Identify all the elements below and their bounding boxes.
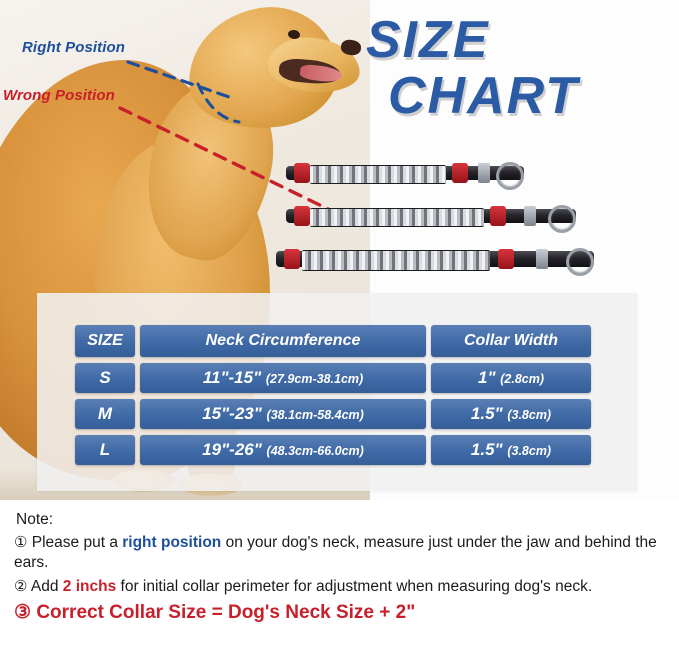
- cell-neck: [140, 363, 426, 393]
- table-row: [75, 399, 591, 429]
- table-header-size: SIZE: [75, 325, 135, 357]
- collar-red-accent-right: [452, 163, 468, 183]
- wrong-position-label: Wrong Position: [3, 87, 115, 104]
- table-row: [75, 435, 591, 465]
- cell-neck-cm: (27.9cm-38.1cm): [265, 372, 364, 386]
- cell-neck-inches: 11"-15": [202, 368, 262, 387]
- cell-neck-cm: (48.3cm-66.0cm): [266, 444, 364, 458]
- cell-width-cm: (3.8cm): [507, 408, 552, 422]
- cell-neck: [140, 435, 426, 465]
- cell-width-cm: (2.8cm): [500, 372, 545, 386]
- note-3-number: ③: [14, 602, 32, 624]
- notes-section: [0, 503, 679, 663]
- collar-d-ring: [496, 162, 524, 190]
- cell-width-inches: 1.5": [470, 440, 503, 459]
- cell-width: [431, 363, 591, 393]
- cell-neck: [140, 399, 426, 429]
- collar-buckle: [478, 163, 490, 183]
- notes-heading: Note:: [16, 511, 54, 528]
- collar-image-medium: [286, 203, 576, 229]
- table-header-neck: Neck Circumference: [140, 325, 426, 357]
- cell-neck-inches: 19"-26": [202, 440, 262, 459]
- note-2-text-b: for initial collar perimeter for adjustment when measuring dog's neck.: [116, 577, 593, 595]
- cell-width-inches: 1": [477, 368, 496, 387]
- table-header-width: Collar Width: [431, 325, 591, 357]
- cell-neck-inches: 15"-23": [202, 404, 262, 423]
- collar-image-large: [276, 246, 594, 272]
- note-3-text: Correct Collar Size = Dog's Neck Size + 2": [36, 602, 416, 624]
- cell-width: [431, 399, 591, 429]
- right-position-line: [128, 62, 232, 98]
- page-title-line2: CHART: [388, 67, 580, 125]
- note-item-2: [14, 577, 665, 597]
- cell-width-inches: 1.5": [470, 404, 503, 423]
- collar-chain: [302, 250, 490, 271]
- page-title-line1: SIZE: [366, 11, 490, 69]
- collar-d-ring: [566, 248, 594, 276]
- note-1-number: ①: [14, 534, 28, 551]
- cell-width-cm: (3.8cm): [507, 444, 552, 458]
- page-title: [366, 11, 672, 125]
- collar-red-accent-right: [498, 249, 514, 269]
- table-row: [75, 363, 591, 393]
- note-1-emphasis: right position: [122, 534, 222, 551]
- collar-buckle: [524, 206, 536, 226]
- cell-size: M: [75, 399, 135, 429]
- collar-buckle: [536, 249, 548, 269]
- cell-neck-cm: (38.1cm-58.4cm): [266, 408, 364, 422]
- note-2-number: ②: [14, 577, 28, 595]
- collar-d-ring: [548, 205, 576, 233]
- right-position-label: Right Position: [22, 39, 126, 56]
- cell-size: L: [75, 435, 135, 465]
- collar-chain: [310, 165, 446, 184]
- collar-red-accent-right: [490, 206, 506, 226]
- collar-red-accent-left: [284, 249, 300, 269]
- cell-width: [431, 435, 591, 465]
- wrong-position-line: [120, 108, 330, 210]
- note-item-1: [14, 533, 665, 574]
- table-header-row: [75, 325, 591, 357]
- collar-image-small: [286, 160, 524, 186]
- note-1-text-a: Please put a: [31, 534, 123, 551]
- collar-red-accent-left: [294, 206, 310, 226]
- cell-size: S: [75, 363, 135, 393]
- collar-chain: [310, 208, 484, 227]
- size-chart-table: [70, 319, 596, 471]
- note-item-3: [14, 601, 665, 624]
- note-2-text-a: Add: [30, 577, 63, 595]
- note-1-text-b: on your dog's neck, measure just under the jaw and behind the ears.: [14, 534, 657, 572]
- collar-red-accent-left: [294, 163, 310, 183]
- note-2-emphasis: 2 inchs: [62, 577, 117, 595]
